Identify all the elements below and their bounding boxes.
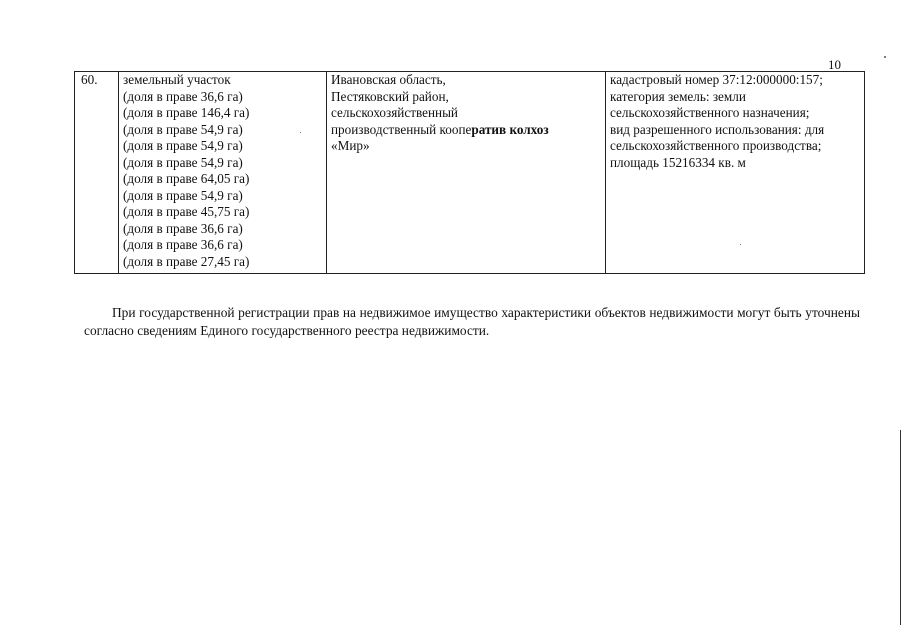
object-line: (доля в праве 27,45 га)	[123, 253, 250, 269]
object-line: (доля в праве 36,6 га)	[123, 220, 243, 236]
object-line: земельный участок	[123, 72, 231, 87]
scan-edge-line	[900, 430, 901, 625]
characteristics-line: вид разрешенного использования: для	[610, 121, 825, 137]
row-number: 60.	[81, 72, 98, 87]
registration-note: При государственной регистрации прав на недвижимое имущество характеристики объектов недвижимости могут быть уточнены согласно сведениям Единого государственного реестра недвижимости.	[84, 305, 860, 339]
object-line: (доля в праве 64,05 га)	[123, 171, 250, 186]
object-line: (доля в праве 54,9 га)	[123, 138, 243, 153]
object-cell	[119, 72, 327, 274]
address-line: Пестяковский район,	[331, 88, 449, 104]
address-line: сельскохозяйственный	[331, 105, 458, 120]
address-line-mixed	[331, 122, 601, 139]
address-line: «Мир»	[331, 138, 370, 153]
address-cell	[327, 72, 606, 274]
table-row	[75, 72, 865, 274]
property-table	[74, 71, 865, 274]
address-line-plain-part: производственный коопе	[331, 121, 472, 137]
object-line: (доля в праве 146,4 га)	[123, 105, 250, 120]
characteristics-line: сельскохозяйственного назначения;	[610, 105, 810, 120]
object-line: (доля в праве 54,9 га)	[123, 187, 243, 203]
object-line: (доля в праве 54,9 га)	[123, 154, 243, 170]
object-line: (доля в праве 36,6 га)	[123, 237, 243, 252]
characteristics-line: категория земель: земли	[610, 88, 746, 104]
address-line: Ивановская область,	[331, 72, 446, 87]
characteristics-cell	[606, 72, 865, 274]
object-line: (доля в праве 45,75 га)	[123, 204, 250, 219]
scan-speck	[300, 132, 301, 133]
row-number-cell	[75, 72, 119, 274]
address-line-bold-part: ратив колхоз	[471, 121, 549, 137]
object-line: (доля в праве 54,9 га)	[123, 121, 243, 137]
characteristics-line: сельскохозяйственного производства;	[610, 138, 822, 153]
scan-speck	[740, 244, 741, 245]
scan-speck	[884, 56, 886, 58]
characteristics-line: площадь 15216334 кв. м	[610, 154, 746, 170]
object-line: (доля в праве 36,6 га)	[123, 88, 243, 104]
characteristics-line: кадастровый номер 37:12:000000:157;	[610, 72, 823, 87]
page-number: 10	[828, 57, 841, 72]
